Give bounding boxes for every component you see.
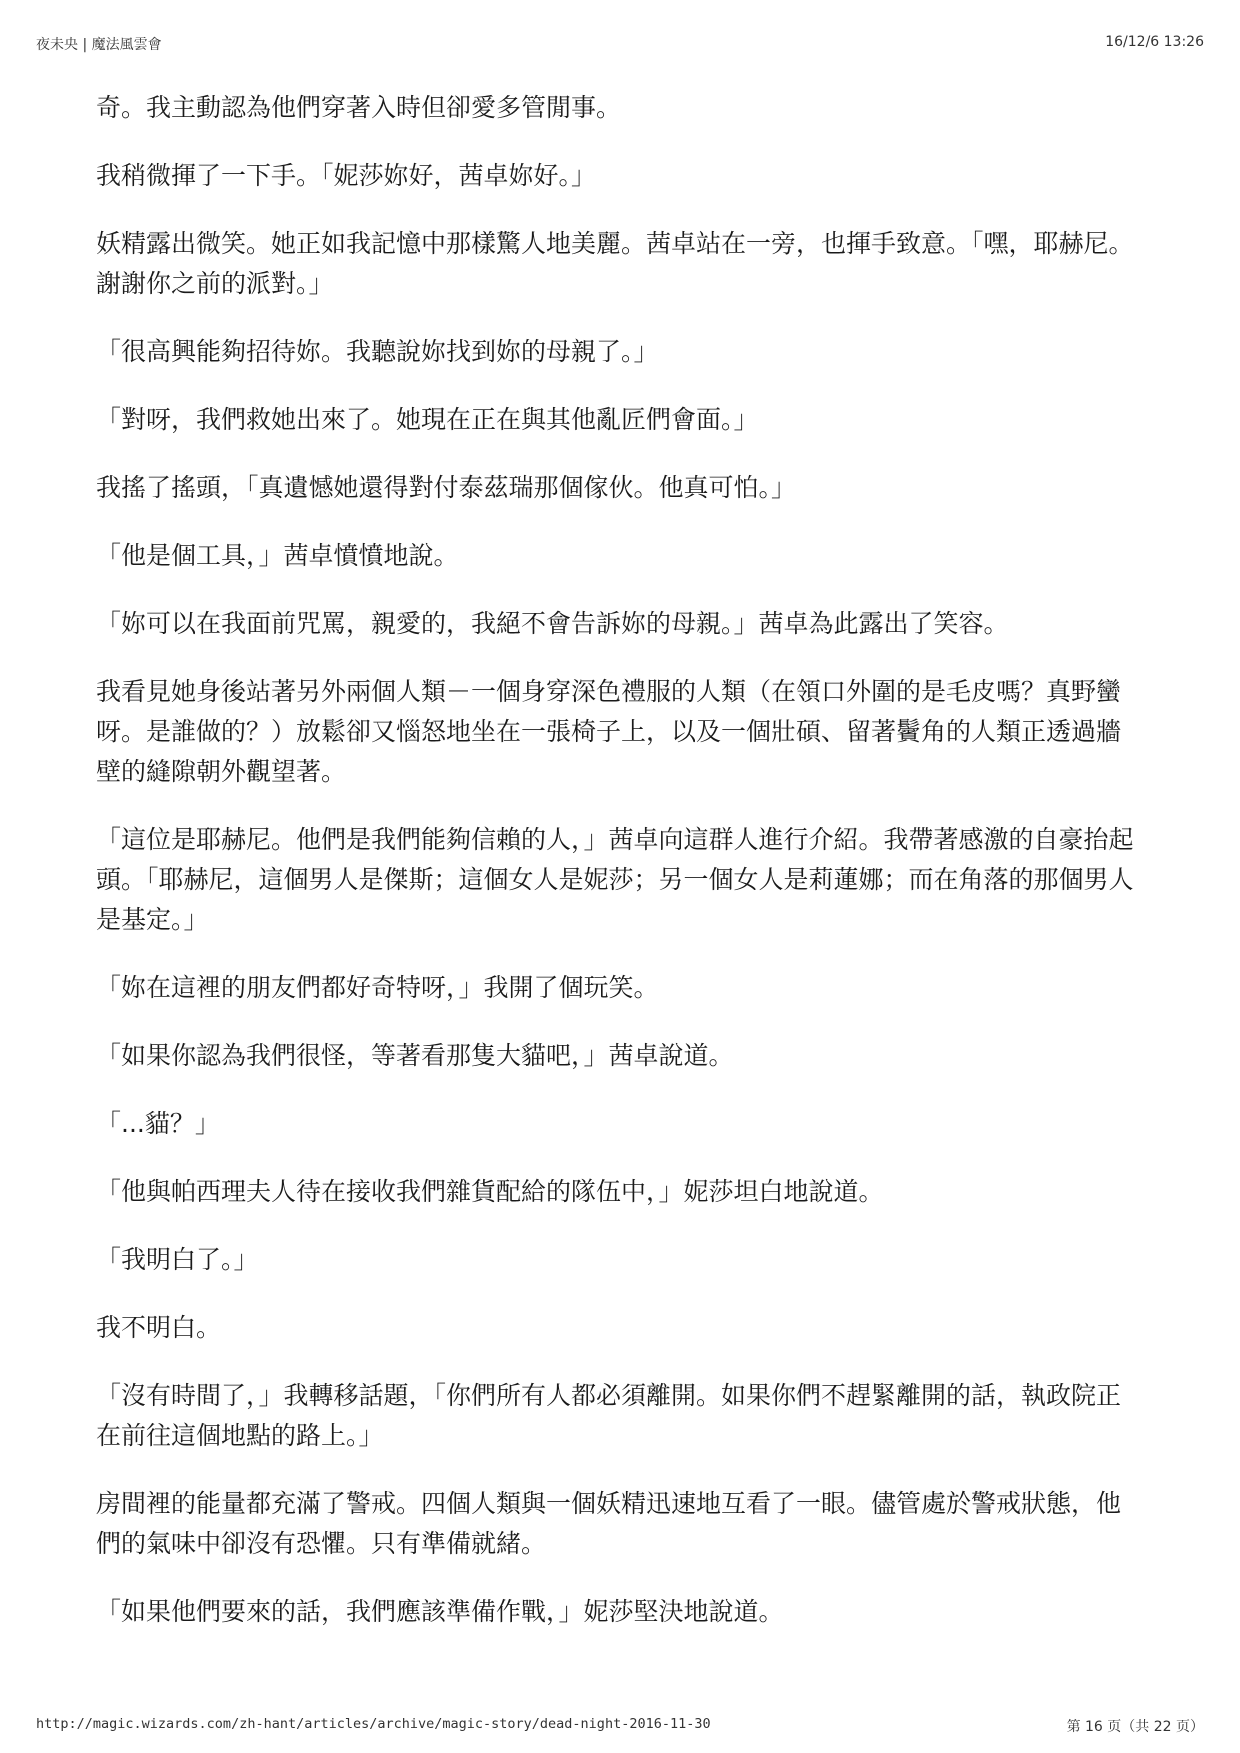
paragraph: 「如果他們要來的話，我們應該準備作戰，」妮莎堅決地說道。 — [96, 1597, 784, 1626]
article-body — [96, 88, 1136, 1660]
paragraph: 「我明白了。」 — [96, 1245, 259, 1274]
print-datetime: 16/12/6 13:26 — [1105, 34, 1204, 50]
paragraph: 「對呀，我們救她出來了。她現在正在與其他亂匠們會面。」 — [96, 405, 759, 434]
paragraph: 我稍微揮了一下手。「妮莎妳好，茜卓妳好。」 — [96, 161, 597, 190]
print-footer — [36, 1716, 1204, 1736]
paragraph: 「他是個工具，」茜卓憤憤地說。 — [96, 541, 459, 570]
paragraph: 「很高興能夠招待妳。我聽說妳找到妳的母親了。」 — [96, 337, 659, 366]
paragraph: 「妳可以在我面前咒罵，親愛的，我絕不會告訴妳的母親。」茜卓為此露出了笑容。 — [96, 609, 1009, 638]
paragraph: 妖精露出微笑。她正如我記憶中那樣驚人地美麗。茜卓站在一旁，也揮手致意。「嘿，耶赫尼。謝謝你之前的派對。」 — [96, 229, 1134, 298]
paragraph: 房間裡的能量都充滿了警戒。四個人類與一個妖精迅速地互看了一眼。儘管處於警戒狀態，他們的氣味中卻沒有恐懼。只有準備就緒。 — [96, 1489, 1122, 1558]
paragraph: 「沒有時間了，」我轉移話題，「你們所有人都必須離開。如果你們不趕緊離開的話，執政院正在前往這個地點的路上。」 — [96, 1381, 1122, 1450]
page-number: 第 16 页（共 22 页） — [1066, 1719, 1204, 1735]
paragraph: 我搖了搖頭，「真遺憾她還得對付泰茲瑞那個傢伙。他真可怕。」 — [96, 473, 797, 502]
paragraph: 「如果你認為我們很怪，等著看那隻大貓吧，」茜卓說道。 — [96, 1041, 734, 1070]
paragraph: 奇。我主動認為他們穿著入時但卻愛多管閒事。 — [96, 93, 622, 122]
document-title: 夜未央 | 魔法風雲會 — [36, 37, 162, 53]
paragraph: 「妳在這裡的朋友們都好奇特呀，」我開了個玩笑。 — [96, 973, 659, 1002]
print-header — [36, 34, 1204, 54]
paragraph: 「他與帕西理夫人待在接收我們雜貨配給的隊伍中，」妮莎坦白地說道。 — [96, 1177, 884, 1206]
paragraph: 我看見她身後站著另外兩個人類－一個身穿深色禮服的人類（在領口外圍的是毛皮嗎？真野蠻呀。是誰做的？）放鬆卻又惱怒地坐在一張椅子上，以及一個壯碩、留著鬢角的人類正透過牆壁的縫隙朝外觀望著。 — [96, 677, 1122, 786]
page-url: http://magic.wizards.com/zh-hant/articles/archive/magic-story/dead-night-2016-11-30 — [36, 1716, 711, 1732]
paragraph: 我不明白。 — [96, 1313, 222, 1342]
paragraph: 「...貓？」 — [96, 1109, 220, 1138]
paragraph: 「這位是耶赫尼。他們是我們能夠信賴的人，」茜卓向這群人進行介紹。我帶著感激的自豪抬起頭。「耶赫尼，這個男人是傑斯；這個女人是妮莎；另一個女人是莉蓮娜；而在角落的那個男人是基定。」 — [96, 825, 1134, 934]
